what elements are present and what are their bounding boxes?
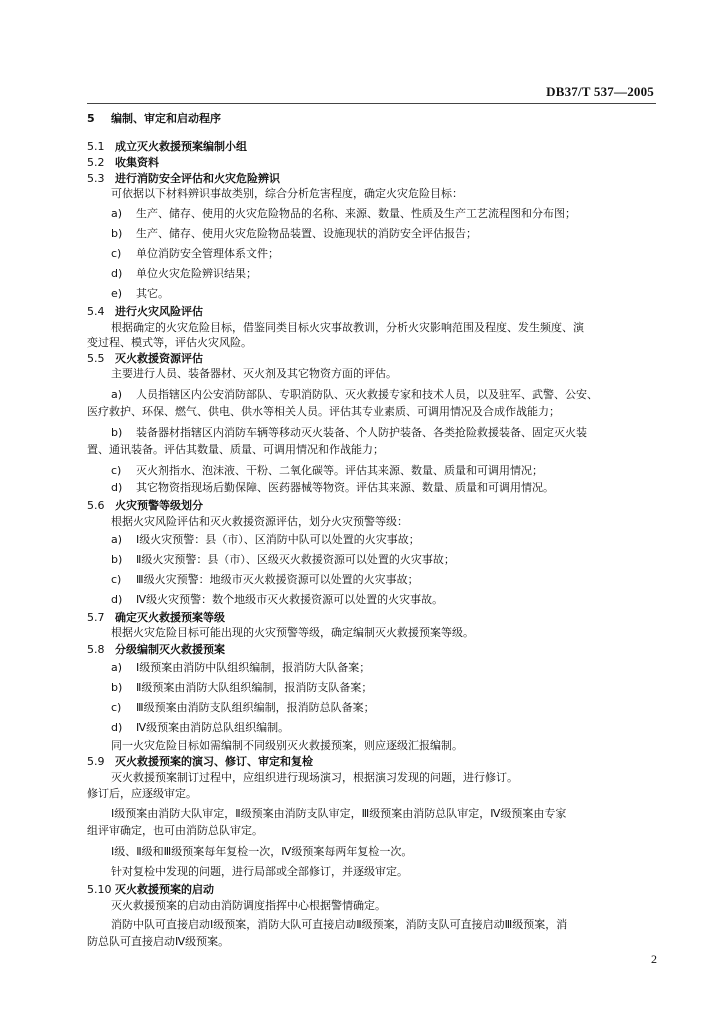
section-5-7-heading [87, 611, 225, 625]
list-text: 其它。 [136, 287, 169, 300]
list-label: b) [111, 553, 123, 566]
paragraph: 主要进行人员、装备器材、灭火剂及其它物资方面的评估。 [111, 367, 397, 380]
list-label: c) [111, 464, 122, 477]
section-number: 5.10 [87, 883, 112, 896]
page-number: 2 [651, 952, 657, 966]
list-item [111, 207, 576, 221]
paragraph: 可依据以下材料辨识事故类别，综合分析危害程度，确定火灾危险目标： [111, 187, 463, 200]
list-text: 人员指辖区内公安消防部队、专职消防队、灭火救援专家和技术人员，以及驻军、武警、公安、 [136, 388, 598, 401]
list-text: Ⅲ级预案由消防支队组织编制，报消防总队备案； [136, 701, 375, 714]
section-5-6-heading [87, 499, 203, 513]
section-5-5-heading [87, 352, 203, 366]
section-title: 灭火救援预案的演习、修订、审定和复检 [115, 755, 313, 768]
list-item [111, 287, 169, 301]
list-text: 单位火灾危险辨识结果； [136, 267, 257, 280]
list-label: b) [111, 426, 123, 439]
list-text: 灭火剂指水、泡沫液、干粉、二氧化碳等。评估其来源、数量、质量和可调用情况； [136, 464, 543, 477]
section-title: 进行消防安全评估和火灾危险辨识 [115, 172, 280, 185]
list-item [111, 573, 419, 587]
paragraph: Ⅰ级预案由消防大队审定，Ⅱ级预案由消防支队审定，Ⅲ级预案由消防总队审定，Ⅳ级预案由专家 [111, 807, 567, 820]
list-text: Ⅰ级预案由消防中队组织编制，报消防大队备案； [136, 661, 371, 674]
section-5-10-heading [87, 883, 214, 897]
section-title: 确定灭火救援预案等级 [115, 611, 225, 624]
paragraph: 医疗救护、环保、燃气、供电、供水等相关人员。评估其专业素质、可调用情况及合成作战能力； [87, 405, 560, 418]
list-item [111, 464, 543, 478]
list-item [111, 553, 455, 567]
paragraph: 灭火救援预案的启动由消防调度指挥中心根据警情确定。 [111, 899, 386, 912]
list-item [111, 593, 443, 607]
paragraph: 根据火灾危险目标可能出现的火灾预警等级，确定编制灭火救援预案等级。 [111, 626, 474, 639]
list-text: Ⅱ级火灾预警：县（市）、区级灭火救援资源可以处置的火灾事故； [136, 553, 455, 566]
section-number: 5.9 [87, 755, 105, 768]
list-item [111, 247, 279, 261]
list-label: c) [111, 701, 122, 714]
section-5-1-heading [87, 140, 247, 154]
list-label: a) [111, 661, 123, 674]
list-item [111, 388, 598, 402]
list-label: b) [111, 681, 123, 694]
document-code: DB37/T 537—2005 [546, 84, 654, 99]
list-item [111, 681, 372, 695]
list-label: d) [111, 721, 123, 734]
section-5-2-heading [87, 156, 159, 170]
list-text: Ⅰ级火灾预警：县（市）、区消防中队可以处置的火灾事故； [136, 533, 420, 546]
list-item [111, 481, 554, 495]
list-text: 装备器材指辖区内消防车辆等移动灭火装备、个人防护装备、各类抢险救援装备、固定灭火装 [136, 426, 587, 439]
section-number: 5.6 [87, 499, 105, 512]
list-text: Ⅱ级预案由消防大队组织编制，报消防支队备案； [136, 681, 373, 694]
section-number: 5.7 [87, 611, 105, 624]
list-text: 其它物资指现场后勤保障、医药器械等物资。评估其来源、数量、质量和可调用情况。 [136, 481, 554, 494]
list-text: Ⅳ级预案由消防总队组织编制。 [136, 721, 290, 734]
section-title: 编制、审定和启动程序 [111, 112, 221, 125]
paragraph: Ⅰ级、Ⅱ级和Ⅲ级预案每年复检一次，Ⅳ级预案每两年复检一次。 [111, 845, 413, 858]
list-label: a) [111, 388, 123, 401]
list-text: Ⅳ级火灾预警：数个地级市灭火救援资源可以处置的火灾事故。 [136, 593, 444, 606]
list-label: a) [111, 207, 123, 220]
section-number: 5.2 [87, 156, 105, 169]
paragraph: 针对复检中发现的问题，进行局部或全部修订，并逐级审定。 [111, 865, 408, 878]
section-number: 5.8 [87, 643, 105, 656]
section-5-9-heading [87, 755, 313, 769]
paragraph: 变过程、模式等，评估火灾风险。 [87, 336, 252, 349]
section-5-8-heading [87, 643, 225, 657]
section-number: 5.4 [87, 305, 105, 318]
list-label: c) [111, 247, 122, 260]
paragraph: 根据确定的火灾危险目标，借鉴同类目标火灾事故教训，分析火灾影响范围及程度、发生频度、演 [111, 321, 584, 334]
paragraph: 组评审确定，也可由消防总队审定。 [87, 824, 263, 837]
list-text: 单位消防安全管理体系文件； [136, 247, 279, 260]
section-title: 灭火救援预案的启动 [115, 883, 214, 896]
section-title: 分级编制灭火救援预案 [115, 643, 225, 656]
paragraph: 防总队可直接启动Ⅳ级预案。 [87, 935, 230, 948]
paragraph: 灭火救援预案制订过程中，应组织进行现场演习，根据演习发现的问题，进行修订。 [111, 771, 518, 784]
header-rule [87, 103, 656, 104]
list-item [111, 267, 257, 281]
section-title: 灭火救援资源评估 [115, 352, 203, 365]
paragraph: 消防中队可直接启动Ⅰ级预案，消防大队可直接启动Ⅱ级预案，消防支队可直接启动Ⅲ级预案，消 [111, 918, 568, 931]
paragraph: 置、通讯装备。评估其数量、质量、可调用情况和作战能力； [87, 443, 384, 456]
section-title: 火灾预警等级划分 [115, 499, 203, 512]
section-number: 5.1 [87, 140, 105, 153]
list-item [111, 426, 587, 440]
section-number: 5.3 [87, 172, 105, 185]
section-title: 收集资料 [115, 156, 159, 169]
list-label: d) [111, 593, 123, 606]
list-label: d) [111, 481, 123, 494]
section-number: 5.5 [87, 352, 105, 365]
list-text: 生产、储存、使用火灾危险物品装置、设施现状的消防安全评估报告； [136, 227, 477, 240]
list-label: a) [111, 533, 123, 546]
list-label: d) [111, 267, 123, 280]
paragraph: 修订后，应逐级审定。 [87, 787, 197, 800]
list-label: b) [111, 227, 123, 240]
list-item [111, 227, 477, 241]
list-label: e) [111, 287, 123, 300]
section-title: 进行火灾风险评估 [115, 305, 203, 318]
list-text: 生产、储存、使用的火灾危险物品的名称、来源、数量、性质及生产工艺流程图和分布图； [136, 207, 576, 220]
list-item [111, 721, 289, 735]
section-title: 成立灭火救援预案编制小组 [115, 140, 247, 153]
section-5-heading [87, 112, 221, 126]
list-text: Ⅲ级火灾预警：地级市灭火救援资源可以处置的火灾事故； [136, 573, 419, 586]
section-5-4-heading [87, 305, 203, 319]
list-label: c) [111, 573, 122, 586]
section-5-3-heading [87, 172, 280, 186]
list-item [111, 661, 370, 675]
list-item [111, 701, 375, 715]
list-item [111, 533, 420, 547]
paragraph: 同一火灾危险目标如需编制不同级别灭火救援预案，则应逐级汇报编制。 [111, 739, 463, 752]
section-number: 5 [87, 112, 95, 125]
paragraph: 根据火灾风险评估和灭火救援资源评估，划分火灾预警等级： [111, 515, 408, 528]
